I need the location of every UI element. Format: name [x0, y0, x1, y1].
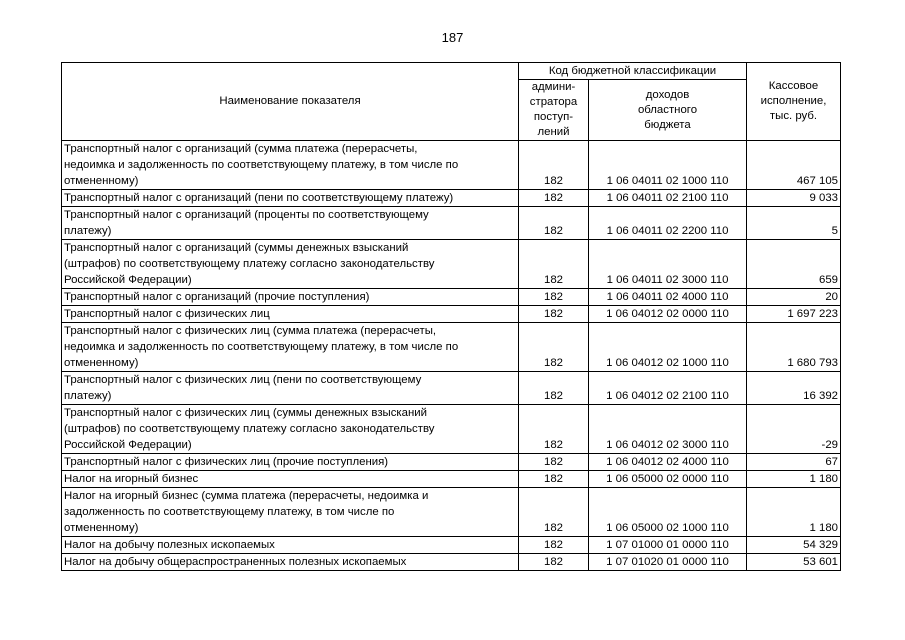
text-line: админи- [531, 81, 576, 93]
income-code-cell: 1 06 04011 02 1000 110 [589, 141, 747, 190]
amount-cell: 467 105 [747, 141, 841, 190]
text-line: Транспортный налог с физических лиц [64, 308, 270, 320]
table-row [62, 454, 841, 471]
income-code-cell: 1 06 05000 02 0000 110 [589, 471, 747, 488]
text-line: Транспортный налог с физических лиц (прочие поступления) [64, 456, 389, 468]
text-line: тыс. руб. [769, 110, 818, 122]
text-line: Транспортный налог с организаций (сумма платежа (перерасчеты, [64, 143, 418, 155]
income-column-header [589, 80, 747, 141]
table-row [62, 554, 841, 571]
text-line: недоимка и задолженность по соответствующему платежу, в том числе по [64, 341, 459, 353]
admin-code-cell: 182 [519, 306, 589, 323]
amount-cell: 16 392 [747, 372, 841, 405]
table-row [62, 488, 841, 537]
admin-code-cell: 182 [519, 405, 589, 454]
table-row [62, 190, 841, 207]
text-line: платежу) [64, 390, 112, 402]
text-line: Транспортный налог с организаций (проценты по соответствующему [64, 209, 429, 221]
income-code-cell: 1 06 04011 02 2200 110 [589, 207, 747, 240]
indicator-name-cell [62, 471, 519, 488]
budget-table [61, 62, 841, 571]
income-code-cell: 1 06 04012 02 4000 110 [589, 454, 747, 471]
amount-cell: 20 [747, 289, 841, 306]
amount-cell: 659 [747, 240, 841, 289]
indicator-name-cell [62, 141, 519, 190]
amount-column-header [747, 63, 841, 141]
amount-cell: 1 180 [747, 471, 841, 488]
text-line: Российской Федерации) [64, 274, 192, 286]
text-line: Налог на добычу полезных ископаемых [64, 539, 275, 551]
income-code-cell: 1 06 04012 02 2100 110 [589, 372, 747, 405]
admin-code-cell: 182 [519, 240, 589, 289]
indicator-name-cell [62, 454, 519, 471]
text-line: Налог на игорный бизнес [64, 473, 199, 485]
text-line: Транспортный налог с организаций (пени по соответствующему платежу) [64, 192, 454, 204]
table-row [62, 323, 841, 372]
table-body [62, 141, 841, 571]
income-code-cell: 1 06 04011 02 3000 110 [589, 240, 747, 289]
text-line: отмененному) [64, 522, 139, 534]
admin-code-cell: 182 [519, 554, 589, 571]
text-line: недоимка и задолженность по соответствующему платежу, в том числе по [64, 159, 459, 171]
text-line: (штрафов) по соответствующему платежу согласно законодательству [64, 258, 435, 270]
income-code-cell: 1 07 01000 01 0000 110 [589, 537, 747, 554]
text-line: задолженность по соответствующему платежу, в том числе по [64, 506, 395, 518]
text-line: (штрафов) по соответствующему платежу согласно законодательству [64, 423, 435, 435]
admin-code-cell: 182 [519, 190, 589, 207]
table-header [62, 63, 841, 141]
amount-cell: 1 680 793 [747, 323, 841, 372]
name-column-header: Наименование показателя [62, 63, 519, 141]
text-line: бюджета [644, 118, 691, 131]
kbk-group-header: Код бюджетной классификации [519, 63, 747, 80]
amount-cell: 5 [747, 207, 841, 240]
table-row [62, 289, 841, 306]
income-code-cell: 1 06 04011 02 4000 110 [589, 289, 747, 306]
income-code-cell: 1 06 04011 02 2100 110 [589, 190, 747, 207]
indicator-name-cell [62, 190, 519, 207]
table-row [62, 207, 841, 240]
amount-cell: 54 329 [747, 537, 841, 554]
table-row [62, 141, 841, 190]
income-code-cell: 1 06 04012 02 0000 110 [589, 306, 747, 323]
admin-code-cell: 182 [519, 471, 589, 488]
text-line: Налог на игорный бизнес (сумма платежа (перерасчеты, недоимка и [64, 490, 429, 502]
table-row [62, 537, 841, 554]
text-line: Российской Федерации) [64, 439, 192, 451]
admin-code-cell: 182 [519, 372, 589, 405]
admin-code-cell: 182 [519, 323, 589, 372]
amount-cell: 67 [747, 454, 841, 471]
page-number: 187 [441, 30, 464, 45]
indicator-name-cell [62, 405, 519, 454]
income-code-cell: 1 06 05000 02 1000 110 [589, 488, 747, 537]
admin-code-cell: 182 [519, 488, 589, 537]
text-line: отмененному) [64, 357, 139, 369]
amount-cell: 1 180 [747, 488, 841, 537]
text-line: отмененному) [64, 175, 139, 187]
indicator-name-cell [62, 289, 519, 306]
amount-cell: -29 [747, 405, 841, 454]
admin-code-cell: 182 [519, 289, 589, 306]
admin-code-cell: 182 [519, 207, 589, 240]
table-row [62, 372, 841, 405]
text-line: Налог на добычу общераспространенных полезных ископаемых [64, 556, 407, 568]
text-line: Транспортный налог с физических лиц (пени по соответствующему [64, 374, 422, 386]
admin-code-cell: 182 [519, 537, 589, 554]
text-line: областного [637, 103, 698, 116]
text-line: Транспортный налог с организаций (прочие поступления) [64, 291, 370, 303]
text-line: исполнение, [760, 95, 827, 107]
text-line: лений [537, 126, 570, 138]
indicator-name-cell [62, 323, 519, 372]
admin-column-header [519, 80, 589, 141]
text-line: Транспортный налог с физических лиц (сумма платежа (перерасчеты, [64, 325, 437, 337]
indicator-name-cell [62, 537, 519, 554]
income-code-cell: 1 06 04012 02 1000 110 [589, 323, 747, 372]
text-line: стратора [529, 96, 578, 108]
indicator-name-cell [62, 207, 519, 240]
text-line: поступ- [533, 111, 574, 123]
indicator-name-cell [62, 488, 519, 537]
table-row [62, 405, 841, 454]
indicator-name-cell [62, 554, 519, 571]
admin-code-cell: 182 [519, 141, 589, 190]
admin-code-cell: 182 [519, 454, 589, 471]
table-row [62, 306, 841, 323]
text-line: доходов [645, 88, 690, 101]
income-code-cell: 1 07 01020 01 0000 110 [589, 554, 747, 571]
indicator-name-cell [62, 240, 519, 289]
text-line: Кассовое [768, 80, 819, 92]
amount-cell: 9 033 [747, 190, 841, 207]
text-line: Транспортный налог с физических лиц (суммы денежных взысканий [64, 407, 428, 419]
table-row [62, 471, 841, 488]
income-code-cell: 1 06 04012 02 3000 110 [589, 405, 747, 454]
indicator-name-cell [62, 306, 519, 323]
amount-cell: 53 601 [747, 554, 841, 571]
text-line: платежу) [64, 225, 112, 237]
amount-cell: 1 697 223 [747, 306, 841, 323]
text-line: Транспортный налог с организаций (суммы денежных взысканий [64, 242, 409, 254]
table-row [62, 240, 841, 289]
indicator-name-cell [62, 372, 519, 405]
